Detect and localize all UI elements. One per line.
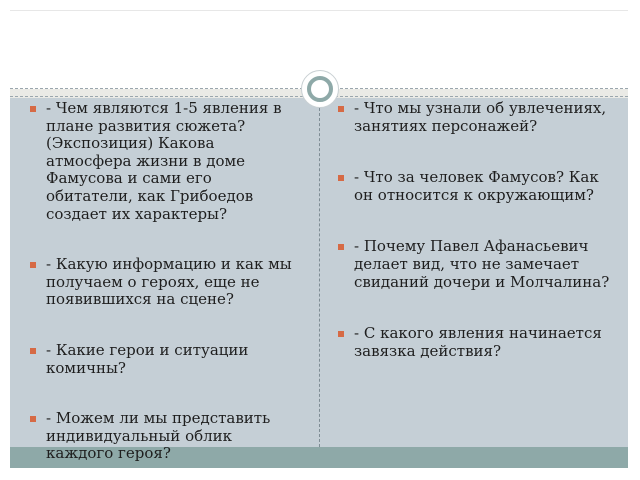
- left-question-list: [30, 100, 300, 480]
- list-item-text: - Можем ли мы представить индивидуальный облик каждого героя?: [46, 409, 271, 463]
- list-item: [30, 342, 300, 377]
- list-item-text: - Чем являются 1-5 явления в плане развития сюжета? (Экспозиция) Какова атмосфера жизни в доме Фамусова и сами его обитатели, как Грибоедов создает их характеры?: [46, 99, 282, 223]
- list-item: [30, 410, 300, 463]
- bullet-icon: [30, 416, 36, 422]
- right-question-list: [338, 100, 614, 394]
- bullet-icon: [30, 262, 36, 268]
- list-item-text: - С какого явления начинается завязка действия?: [354, 324, 602, 360]
- list-item: [338, 169, 614, 204]
- bullet-icon: [30, 106, 36, 112]
- column-divider: [319, 98, 320, 447]
- circle-ornament-icon: [301, 70, 339, 108]
- list-item-text: - Какую информацию и как мы получаем о героях, еще не появившихся на сцене?: [46, 255, 292, 309]
- list-item-text: - Что мы узнали об увлечениях, занятиях персонажей?: [354, 99, 607, 135]
- list-item: [30, 256, 300, 309]
- list-item: [338, 238, 614, 291]
- bullet-icon: [338, 106, 344, 112]
- list-item: [338, 100, 614, 135]
- bullet-icon: [338, 175, 344, 181]
- list-item-text: - Что за человек Фамусов? Как он относится к окружающим?: [354, 168, 599, 204]
- list-item-text: - Какие герои и ситуации комичны?: [46, 340, 249, 377]
- bullet-icon: [338, 331, 344, 337]
- bullet-icon: [338, 244, 344, 250]
- list-item-text: - Почему Павел Афанасьевич делает вид, что не замечает свиданий дочери и Молчалина?: [354, 237, 610, 291]
- list-item: [30, 100, 300, 223]
- ring-icon: [307, 76, 333, 102]
- list-item: [338, 325, 614, 360]
- bullet-icon: [30, 348, 36, 354]
